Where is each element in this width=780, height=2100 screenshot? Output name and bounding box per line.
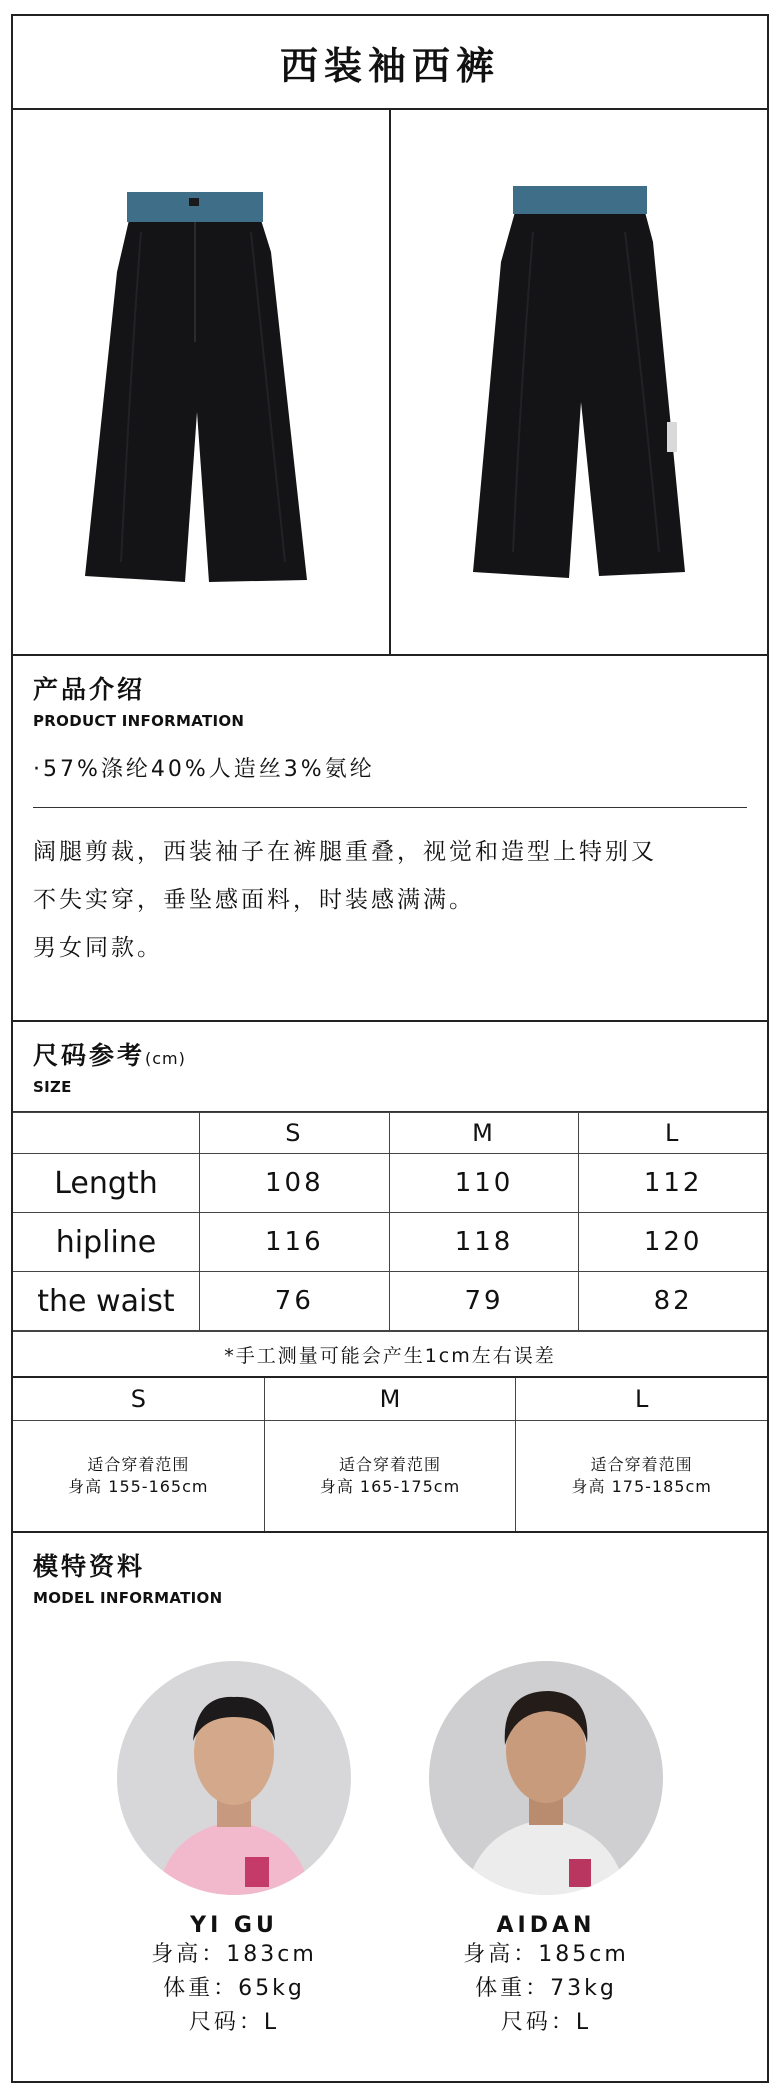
pants-back-icon bbox=[449, 162, 709, 602]
product-description bbox=[13, 828, 767, 972]
model-card bbox=[114, 1661, 354, 2040]
photo-back bbox=[389, 110, 767, 654]
fit-size-label: S bbox=[13, 1378, 264, 1421]
table-cell: 120 bbox=[579, 1213, 767, 1272]
size-heading-en: SIZE bbox=[33, 1078, 72, 1096]
model-name: AIDAN bbox=[496, 1913, 596, 1938]
table-cell: 82 bbox=[579, 1272, 767, 1331]
fit-caption: 适合穿着范围 bbox=[87, 1455, 190, 1474]
size-unit: (cm) bbox=[145, 1049, 186, 1068]
size-col-s: S bbox=[200, 1113, 390, 1154]
product-information-section bbox=[13, 656, 767, 1022]
product-title: 西装袖西裤 bbox=[13, 16, 767, 110]
table-cell: 110 bbox=[389, 1154, 579, 1213]
fit-caption: 适合穿着范围 bbox=[590, 1455, 693, 1474]
fit-size-label: M bbox=[265, 1378, 516, 1421]
avatar bbox=[117, 1661, 351, 1895]
model-weight: 体重：73kg bbox=[475, 1976, 617, 2001]
fit-height-range: 身高 165-175cm bbox=[319, 1477, 461, 1496]
model-size: 尺码：L bbox=[188, 2010, 280, 2035]
size-section-header bbox=[13, 1022, 767, 1112]
size-col-m: M bbox=[389, 1113, 579, 1154]
table-cell: 118 bbox=[389, 1213, 579, 1272]
divider bbox=[33, 807, 747, 808]
model-height: 身高：183cm bbox=[151, 1942, 317, 1967]
row-label: hipline bbox=[13, 1213, 200, 1272]
desc-line: 不失实穿，垂坠感面料，时装感满满。 bbox=[33, 887, 475, 913]
fit-caption: 适合穿着范围 bbox=[339, 1455, 442, 1474]
row-label: Length bbox=[13, 1154, 200, 1213]
table-cell: 112 bbox=[579, 1154, 767, 1213]
table-cell: 76 bbox=[200, 1272, 390, 1331]
model-heading: 模特资料 bbox=[33, 1552, 146, 1581]
fit-size-label: L bbox=[516, 1378, 767, 1421]
intro-heading-en: PRODUCT INFORMATION bbox=[33, 712, 245, 730]
pants-front-icon bbox=[71, 162, 331, 602]
fit-col-s bbox=[13, 1378, 264, 1531]
product-photos bbox=[13, 110, 767, 656]
size-table bbox=[13, 1112, 767, 1331]
table-row bbox=[13, 1272, 767, 1331]
model-height: 身高：185cm bbox=[463, 1942, 629, 1967]
empty-cell bbox=[13, 1113, 200, 1154]
model-portrait-icon bbox=[117, 1661, 351, 1895]
fit-col-m bbox=[264, 1378, 516, 1531]
fit-height-range: 身高 175-185cm bbox=[571, 1477, 712, 1496]
table-cell: 116 bbox=[200, 1213, 390, 1272]
model-size: 尺码：L bbox=[500, 2010, 592, 2035]
desc-line: 阔腿剪裁，西装袖子在裤腿重叠，视觉和造型上特别又 bbox=[33, 839, 657, 865]
photo-front bbox=[13, 110, 389, 654]
model-portrait-icon bbox=[429, 1661, 663, 1895]
model-card bbox=[426, 1661, 666, 2040]
model-name: YI GU bbox=[190, 1913, 278, 1938]
size-heading: 尺码参考 bbox=[33, 1041, 146, 1070]
desc-line: 男女同款。 bbox=[33, 935, 163, 961]
table-row bbox=[13, 1213, 767, 1272]
measurement-note: *手工测量可能会产生1cm左右误差 bbox=[13, 1331, 767, 1378]
fit-col-l bbox=[515, 1378, 767, 1531]
product-sheet bbox=[11, 14, 769, 2083]
fit-height-range: 身高 155-165cm bbox=[68, 1477, 209, 1496]
row-label: the waist bbox=[13, 1272, 200, 1331]
size-col-l: L bbox=[579, 1113, 767, 1154]
avatar bbox=[429, 1661, 663, 1895]
model-heading-en: MODEL INFORMATION bbox=[33, 1589, 223, 1607]
table-cell: 79 bbox=[389, 1272, 579, 1331]
fit-range-table bbox=[13, 1378, 767, 1533]
table-row bbox=[13, 1154, 767, 1213]
model-information-section bbox=[13, 1533, 767, 2081]
model-weight: 体重：65kg bbox=[163, 1976, 305, 2001]
intro-heading: 产品介绍 bbox=[33, 675, 146, 704]
table-cell: 108 bbox=[200, 1154, 390, 1213]
material-composition: ·57%涤纶40%人造丝3%氨纶 bbox=[33, 757, 375, 782]
size-table-header bbox=[13, 1113, 767, 1154]
